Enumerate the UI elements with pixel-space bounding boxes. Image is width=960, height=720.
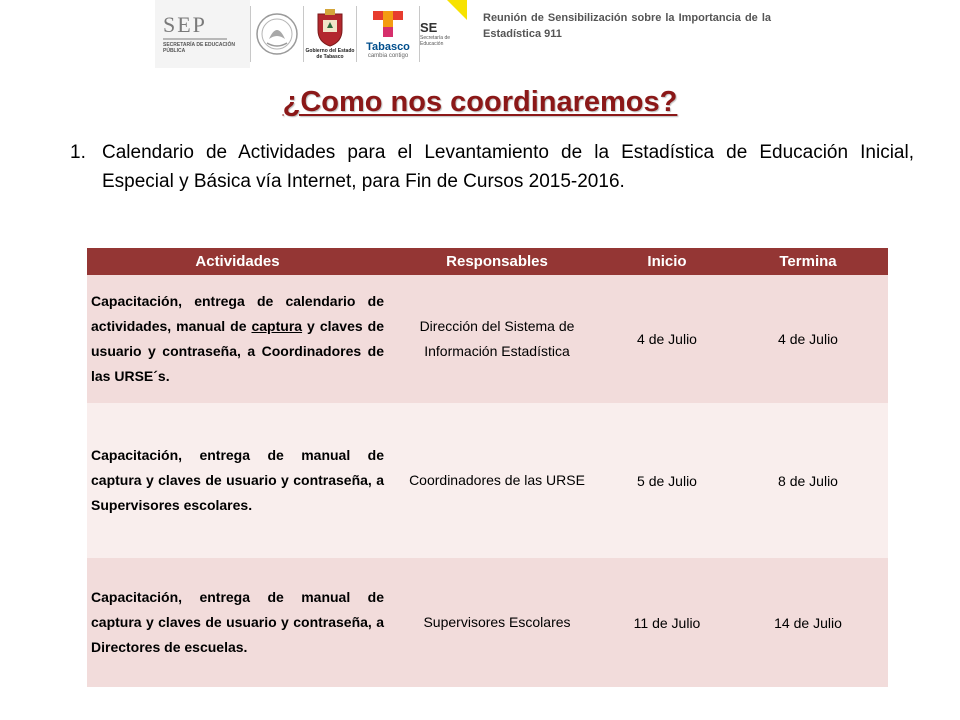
gobierno-tabasco-logo xyxy=(304,0,356,68)
activity-cell xyxy=(87,275,388,403)
activity-text-part: Capacitación, entrega de calendario de actividades, manual de xyxy=(91,293,384,334)
logo-strip xyxy=(155,0,470,68)
activity-cell: Capacitación, entrega de manual de captura y claves de usuario y contraseña, a Supervisores escolares. xyxy=(87,403,388,558)
tabasco-logo xyxy=(357,0,419,68)
activity-cell: Capacitación, entrega de manual de captura y claves de usuario y contraseña, a Directores de escuelas. xyxy=(87,558,388,687)
mexico-seal-logo xyxy=(251,0,303,68)
paragraph-number: 1. xyxy=(70,142,86,163)
responsible-cell: Supervisores Escolares xyxy=(388,558,606,687)
sep-logo xyxy=(155,0,250,68)
table-row xyxy=(87,558,888,687)
start-date-cell: 11 de Julio xyxy=(606,558,728,687)
page-title xyxy=(0,84,960,120)
tabasco-word: Tabasco xyxy=(366,40,410,53)
sep-logo-line xyxy=(163,38,227,40)
column-header-activities: Actividades xyxy=(87,248,388,275)
responsible-cell: Coordinadores de las URSE xyxy=(388,403,606,558)
end-date-cell: 8 de Julio xyxy=(728,403,888,558)
column-header-inicio: Inicio xyxy=(606,248,728,275)
paragraph-text: Calendario de Actividades para el Levantamiento de la Estadística de Educación Inicial, Especial y Básica vía Internet, para Fin de Cursos 2015-2016. xyxy=(102,142,914,192)
gobierno-caption: Gobierno del Estado de Tabasco xyxy=(305,48,355,60)
event-header-text: Reunión de Sensibilización sobre la Importancia de la Estadística 911 xyxy=(483,12,771,40)
se-logo-subtitle: Secretaría de Educación xyxy=(420,35,451,47)
se-logo-word: SE xyxy=(420,20,438,35)
end-date-cell: 14 de Julio xyxy=(728,558,888,687)
activities-table xyxy=(87,248,888,687)
column-header-termina: Termina xyxy=(728,248,888,275)
sep-logo-word: SEP xyxy=(163,12,207,37)
column-header-responsables: Responsables xyxy=(388,248,606,275)
activity-underlined-word: captura xyxy=(251,318,303,334)
start-date-cell: 5 de Julio xyxy=(606,403,728,558)
table-row xyxy=(87,403,888,558)
responsible-cell: Dirección del Sistema de Información Estadística xyxy=(388,275,606,403)
start-date-cell: 4 de Julio xyxy=(606,275,728,403)
tabasco-t-icon xyxy=(371,9,405,39)
end-date-cell: 4 de Julio xyxy=(728,275,888,403)
yellow-corner-triangle-icon xyxy=(447,0,467,20)
sep-logo-subtitle: SECRETARÍA DE EDUCACIÓN PÚBLICA xyxy=(163,42,235,54)
activity-text-part: y claves de usuario y contraseña, a Coordinadores de las URSE´s. xyxy=(91,318,384,384)
tabasco-subtitle: cambia contigo xyxy=(367,52,409,59)
page-title-text: ¿Como nos coordinaremos? xyxy=(282,86,678,118)
eagle-seal-icon xyxy=(255,9,299,59)
intro-paragraph xyxy=(70,138,914,196)
table-row xyxy=(87,275,888,403)
coat-of-arms-icon xyxy=(315,8,345,48)
table-header-row xyxy=(87,248,888,275)
